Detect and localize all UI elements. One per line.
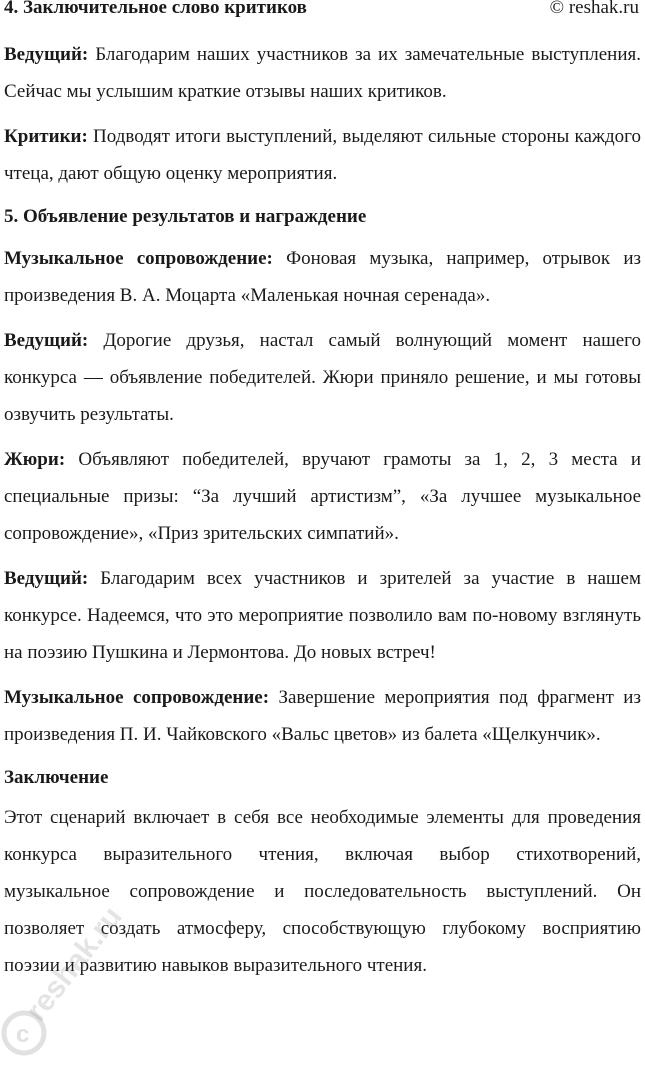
conclusion-title: Заключение [4, 767, 109, 788]
section-5-title: 5. Объявление результатов и награждение [4, 206, 367, 227]
paragraph-text: Объявляют победителей, вручают грамоты за 1, 2, 3 места и специальные призы: “За лучший артистизм”, «За лучшее музыкальное сопровождение», «Приз зрительских симпатий». [4, 449, 641, 544]
paragraph-text: Благодарим наших участников за их замечательные выступления. Сейчас мы услышим краткие отзывы наших критиков. [4, 44, 641, 102]
role-label: Музыкальное сопровождение: [4, 687, 270, 708]
header-row [4, 0, 641, 26]
paragraph-text: Дорогие друзья, настал самый волнующий момент нашего конкурса — объявление победителей. Жюри приняло решение, и мы готовы озвучить результаты. [4, 330, 641, 425]
paragraph-host-results [4, 322, 641, 433]
section-4-title: 4. Заключительное слово критиков [4, 0, 307, 18]
paragraph-music-1 [4, 240, 641, 314]
role-label: Критики: [4, 126, 88, 147]
paragraph-conclusion: Этот сценарий включает в себя все необходимые элементы для проведения конкурса выразительного чтения, включая выбор стихотворений, музыкальное сопровождение и последовательность выступлений. Он позволяет создать атмосферу, способствующую глубокому восприятию поэзии и развитию навыков выразительного чтения. [4, 807, 641, 976]
paragraph-text: Завершение мероприятия под фрагмент из произведения П. И. Чайковского «Вальс цветов» из балета «Щелкунчик». [4, 687, 641, 745]
paragraph-critics [4, 118, 641, 192]
role-label: Жюри: [4, 449, 66, 470]
paragraph-jury [4, 441, 641, 552]
paragraph-text: Фоновая музыка, например, отрывок из произведения В. А. Моцарта «Маленькая ночная серенада». [4, 248, 641, 306]
watermark-logo-text: reshak.ru [19, 905, 129, 1028]
paragraph-music-2 [4, 679, 641, 753]
role-label: Ведущий: [4, 44, 89, 65]
svg-text:c: c [16, 1021, 30, 1048]
paragraph-text: Подводят итоги выступлений, выделяют сильные стороны каждого чтеца, дают общую оценку мероприятия. [4, 126, 641, 184]
role-label: Музыкальное сопровождение: [4, 248, 273, 269]
role-label: Ведущий: [4, 330, 89, 351]
paragraph-text: Благодарим всех участников и зрителей за участие в нашем конкурсе. Надеемся, что это мероприятие позволило вам по-новому взглянуть на поэзию Пушкина и Лермонтова. До новых встреч! [4, 568, 641, 663]
paragraph-host-thanks [4, 36, 641, 110]
site-watermark: © reshak.ru [549, 0, 639, 18]
role-label: Ведущий: [4, 568, 89, 589]
document-page [4, 0, 641, 984]
paragraph-host-farewell [4, 560, 641, 671]
